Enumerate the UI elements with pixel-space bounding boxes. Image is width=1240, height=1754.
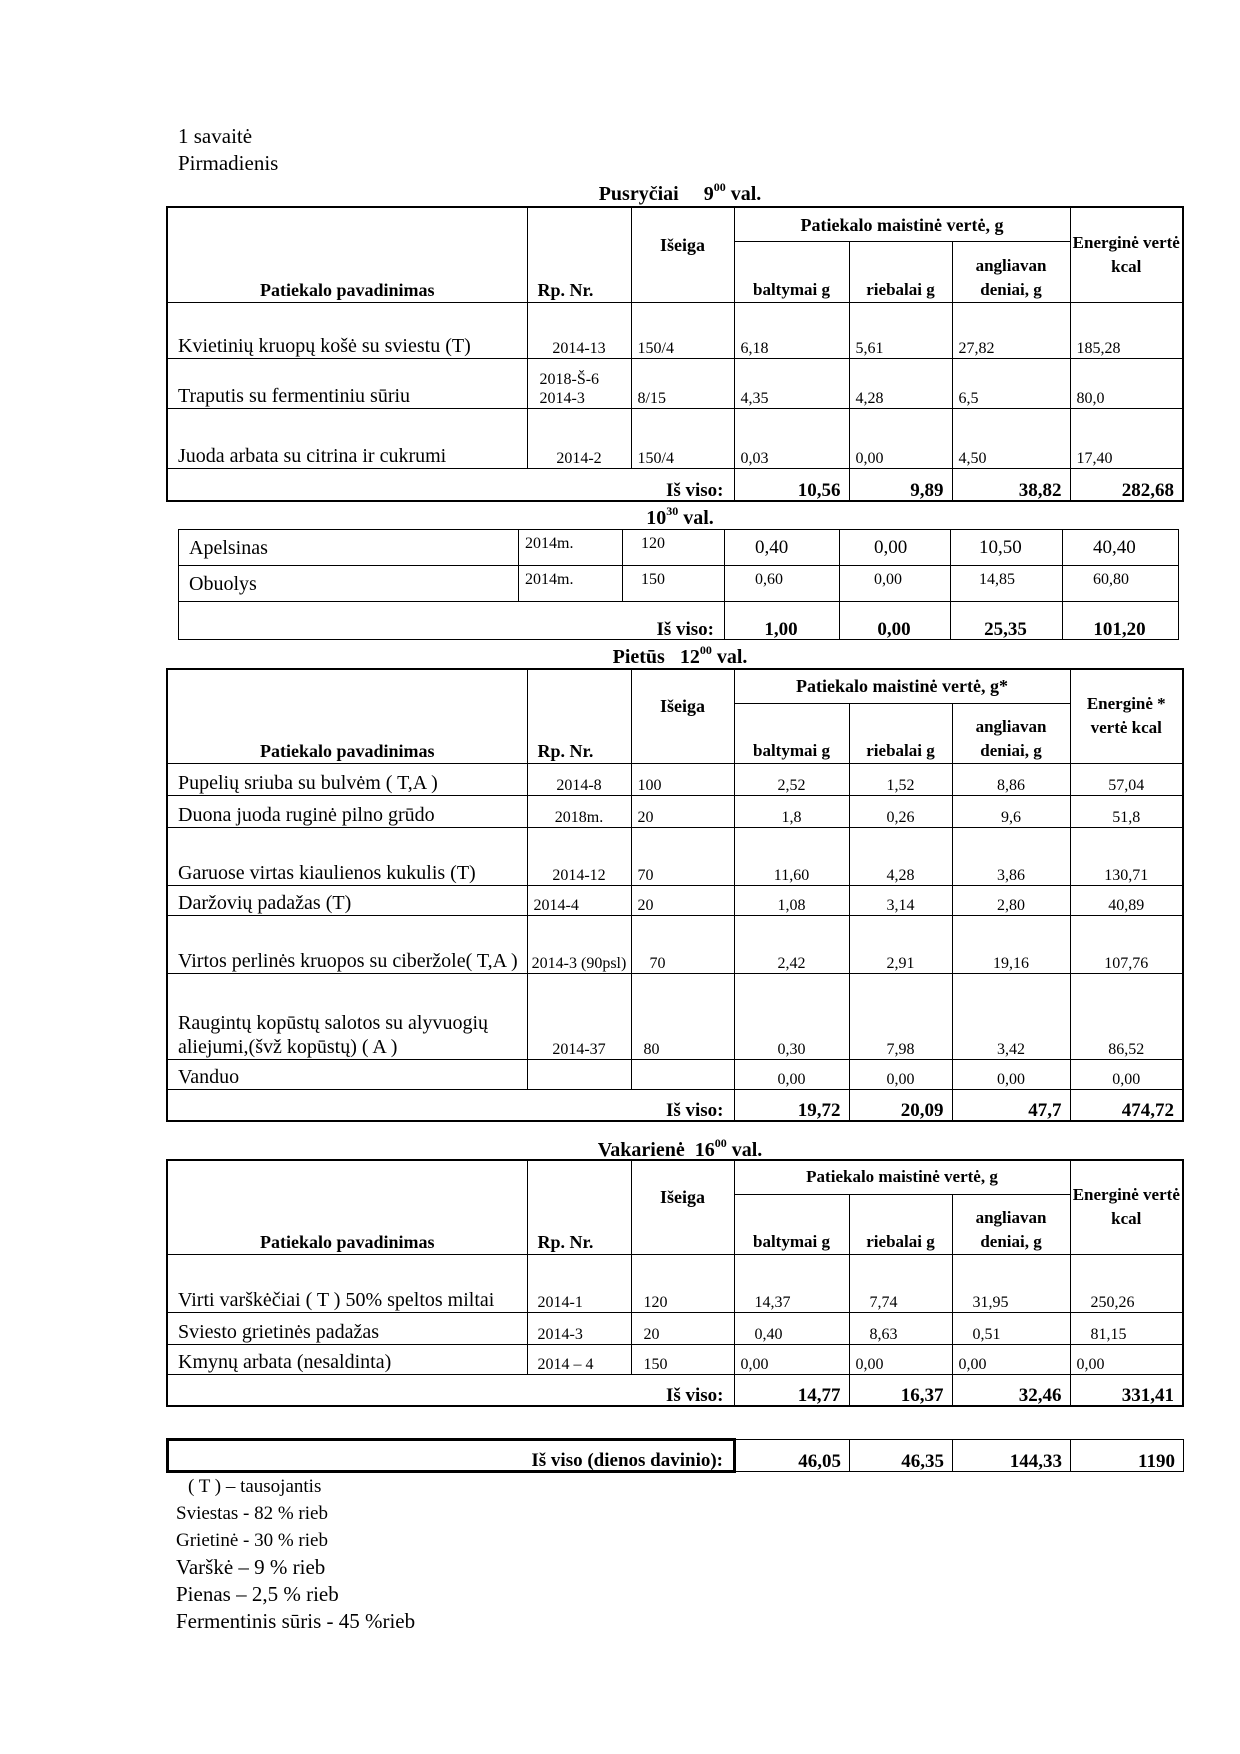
- total-baltymai: 1,00: [725, 602, 840, 640]
- rp-number: 2014-4: [527, 885, 631, 915]
- total-energy: 282,68: [1070, 469, 1183, 501]
- energy-value: 130,71: [1070, 827, 1183, 885]
- table-row: [179, 530, 1179, 566]
- riebalai-value: 8,63: [849, 1312, 952, 1344]
- total-baltymai: 19,72: [734, 1089, 849, 1121]
- header-angliavandeniai: angliavan deniai, g: [952, 703, 1070, 763]
- header-name: Patiekalo pavadinimas: [167, 1160, 527, 1254]
- energy-value: 0,00: [1070, 1344, 1183, 1374]
- header-nutrition: Patiekalo maistinė vertė, g: [734, 207, 1070, 242]
- iseiga-value: 70: [631, 915, 734, 973]
- riebalai-value: 4,28: [849, 359, 952, 409]
- angliavandeniai-value: 0,51: [952, 1312, 1070, 1344]
- energy-value: 250,26: [1070, 1254, 1183, 1312]
- total-label: Iš viso:: [167, 1374, 734, 1406]
- dish-name: Apelsinas: [179, 530, 519, 566]
- day-total-angliavandeniai: 144,33: [953, 1440, 1071, 1472]
- riebalai-value: 5,61: [849, 303, 952, 359]
- dish-name: Garuose virtas kiaulienos kukulis (T): [167, 827, 527, 885]
- total-riebalai: 0,00: [840, 602, 951, 640]
- dinner-heading: Vakarienė $16^{00}$ val.: [597, 1136, 763, 1161]
- dish-name: Obuolys: [179, 566, 519, 602]
- riebalai-value: 4,28: [849, 827, 952, 885]
- header-iseiga: Išeiga: [631, 669, 734, 763]
- note-line: Varškė – 9 % rieb: [176, 1555, 326, 1579]
- header-nutrition: Patiekalo maistinė vertė, g*: [734, 669, 1070, 703]
- rp-number: [527, 1059, 631, 1089]
- energy-value: 86,52: [1070, 973, 1183, 1059]
- dish-name: Kvietinių kruopų košė su sviestu (T): [167, 303, 527, 359]
- angliavandeniai-value: 0,00: [952, 1344, 1070, 1374]
- table-row: [167, 827, 1183, 885]
- header-angliavandeniai: angliavan deniai, g: [952, 242, 1070, 303]
- total-row: [167, 1089, 1183, 1121]
- energy-value: 57,04: [1070, 763, 1183, 795]
- note-line: ( T ) – tausojantis: [188, 1476, 322, 1497]
- total-angliavandeniai: 38,82: [952, 469, 1070, 501]
- header-energy: Energinė vertė kcal: [1070, 1160, 1183, 1254]
- snack-heading: $10^{30}$ val.: [646, 504, 714, 529]
- header-baltymai: baltymai g: [734, 1194, 849, 1254]
- note-line: Pienas – 2,5 % rieb: [176, 1582, 339, 1606]
- total-row: [167, 469, 1183, 501]
- dish-name: Sviesto grietinės padažas: [167, 1312, 527, 1344]
- baltymai-value: 0,00: [734, 1344, 849, 1374]
- baltymai-value: 14,37: [734, 1254, 849, 1312]
- angliavandeniai-value: 27,82: [952, 303, 1070, 359]
- dish-name: Virti varškėčiai ( T ) 50% speltos miltai: [167, 1254, 527, 1312]
- table-row: [167, 303, 1183, 359]
- rp-number: 2014-3 (90psl): [527, 915, 631, 973]
- total-riebalai: 9,89: [849, 469, 952, 501]
- baltymai-value: 0,30: [734, 973, 849, 1059]
- header-angliavandeniai: angliavan deniai, g: [952, 1194, 1070, 1254]
- iseiga-value: 150: [623, 566, 725, 602]
- angliavandeniai-value: 31,95: [952, 1254, 1070, 1312]
- rp-number: 2018m.: [527, 795, 631, 827]
- iseiga-value: 80: [631, 973, 734, 1059]
- energy-value: 17,40: [1070, 409, 1183, 469]
- table-row: [167, 915, 1183, 973]
- baltymai-value: 6,18: [734, 303, 849, 359]
- header-baltymai: baltymai g: [734, 703, 849, 763]
- day-total-baltymai: 46,05: [735, 1440, 850, 1472]
- rp-number: 2014m.: [519, 530, 623, 566]
- lunch-heading: Pietūs $12^{00}$ val.: [612, 643, 748, 668]
- dinner-table: [166, 1159, 1184, 1407]
- baltymai-value: 1,08: [734, 885, 849, 915]
- total-label: Iš viso:: [167, 469, 734, 501]
- dish-name: Pupelių sriuba su bulvėm ( T,A ): [167, 763, 527, 795]
- riebalai-value: 0,00: [849, 409, 952, 469]
- table-row: [167, 885, 1183, 915]
- baltymai-value: 2,52: [734, 763, 849, 795]
- iseiga-value: [631, 1059, 734, 1089]
- note-line: [176, 1446, 415, 1473]
- riebalai-value: 7,74: [849, 1254, 952, 1312]
- angliavandeniai-value: 3,86: [952, 827, 1070, 885]
- energy-value: 185,28: [1070, 303, 1183, 359]
- iseiga-value: 8/15: [631, 359, 734, 409]
- iseiga-value: 120: [623, 530, 725, 566]
- riebalai-value: 0,26: [849, 795, 952, 827]
- riebalai-value: 0,00: [840, 530, 951, 566]
- total-energy: 474,72: [1070, 1089, 1183, 1121]
- angliavandeniai-value: 9,6: [952, 795, 1070, 827]
- iseiga-value: 150/4: [631, 303, 734, 359]
- dish-name: Vanduo: [167, 1059, 527, 1089]
- angliavandeniai-value: 10,50: [951, 530, 1063, 566]
- header-name: Patiekalo pavadinimas: [167, 669, 527, 763]
- total-row: [179, 602, 1179, 640]
- total-angliavandeniai: 47,7: [952, 1089, 1070, 1121]
- angliavandeniai-value: 3,42: [952, 973, 1070, 1059]
- riebalai-value: 3,14: [849, 885, 952, 915]
- baltymai-value: 4,35: [734, 359, 849, 409]
- angliavandeniai-value: 0,00: [952, 1059, 1070, 1089]
- lunch-table: [166, 668, 1184, 1122]
- dish-name: Raugintų kopūstų salotos su alyvuogių aliejumi,(švž kopūstų) ( A ): [167, 973, 527, 1059]
- note-line: Grietinė - 30 % rieb: [176, 1530, 328, 1551]
- rp-number: 2014-2: [527, 409, 631, 469]
- header-iseiga: Išeiga: [631, 207, 734, 303]
- rp-number: 2014-13: [527, 303, 631, 359]
- note-line: Sviestas - 82 % rieb: [176, 1503, 328, 1524]
- header-name: Patiekalo pavadinimas: [167, 207, 527, 303]
- energy-value: 40,89: [1070, 885, 1183, 915]
- iseiga-value: 20: [631, 1312, 734, 1344]
- rp-number: 2014m.: [519, 566, 623, 602]
- day-total-energy: 1190: [1071, 1440, 1184, 1472]
- dish-name: Traputis su fermentiniu sūriu: [167, 359, 527, 409]
- snack-table: [178, 529, 1179, 640]
- angliavandeniai-value: 6,5: [952, 359, 1070, 409]
- total-baltymai: 14,77: [734, 1374, 849, 1406]
- table-row: [167, 973, 1183, 1059]
- header-rp: Rp. Nr.: [527, 1160, 631, 1254]
- baltymai-value: 0,40: [725, 530, 840, 566]
- energy-value: 81,15: [1070, 1312, 1183, 1344]
- day-label: Pirmadienis: [178, 151, 279, 175]
- rp-number: 2018-Š-6 2014-3: [527, 359, 631, 409]
- week-label: 1 savaitė: [178, 124, 253, 148]
- table-row: [167, 763, 1183, 795]
- rp-number: 2014-1: [527, 1254, 631, 1312]
- riebalai-value: 0,00: [849, 1344, 952, 1374]
- rp-number: 2014-12: [527, 827, 631, 885]
- note-line: Fermentinis sūris - 45 %rieb: [176, 1609, 416, 1633]
- breakfast-heading: Pusryčiai $9^{00}$ val.: [598, 180, 762, 205]
- header-energy: Energinė vertė kcal: [1070, 207, 1183, 303]
- baltymai-value: 0,00: [734, 1059, 849, 1089]
- energy-value: 0,00: [1070, 1059, 1183, 1089]
- dish-name: Kmynų arbata (nesaldinta): [167, 1344, 527, 1374]
- total-riebalai: 16,37: [849, 1374, 952, 1406]
- iseiga-value: 100: [631, 763, 734, 795]
- table-row: [179, 566, 1179, 602]
- total-row: [167, 1374, 1183, 1406]
- dish-name: Duona juoda ruginė pilno grūdo: [167, 795, 527, 827]
- energy-value: 107,76: [1070, 915, 1183, 973]
- day-total-label: Iš viso (dienos davinio):: [168, 1440, 735, 1472]
- header-baltymai: baltymai g: [734, 242, 849, 303]
- dish-name: Daržovių padažas (T): [167, 885, 527, 915]
- header-riebalai: riebalai g: [849, 703, 952, 763]
- rp-number: 2014 – 4: [527, 1344, 631, 1374]
- baltymai-value: 0,40: [734, 1312, 849, 1344]
- table-row: [167, 1059, 1183, 1089]
- header-riebalai: riebalai g: [849, 242, 952, 303]
- iseiga-value: 20: [631, 885, 734, 915]
- iseiga-value: 150: [631, 1344, 734, 1374]
- riebalai-value: 1,52: [849, 763, 952, 795]
- total-angliavandeniai: 32,46: [952, 1374, 1070, 1406]
- total-angliavandeniai: 25,35: [951, 602, 1063, 640]
- table-row: [167, 409, 1183, 469]
- baltymai-value: 2,42: [734, 915, 849, 973]
- energy-value: 60,80: [1063, 566, 1179, 602]
- baltymai-value: 0,60: [725, 566, 840, 602]
- day-total-riebalai: 46,35: [850, 1440, 953, 1472]
- total-label: Iš viso:: [179, 602, 725, 640]
- breakfast-table: [166, 206, 1184, 502]
- header-riebalai: riebalai g: [849, 1194, 952, 1254]
- total-energy: 331,41: [1070, 1374, 1183, 1406]
- angliavandeniai-value: 4,50: [952, 409, 1070, 469]
- header-nutrition: Patiekalo maistinė vertė, g: [734, 1160, 1070, 1194]
- rp-number: 2014-8: [527, 763, 631, 795]
- energy-value: 51,8: [1070, 795, 1183, 827]
- total-baltymai: 10,56: [734, 469, 849, 501]
- table-row: [167, 795, 1183, 827]
- header-iseiga: Išeiga: [631, 1160, 734, 1254]
- header-energy: Energinė * vertė kcal: [1070, 669, 1183, 763]
- iseiga-value: 70: [631, 827, 734, 885]
- dish-name: Juoda arbata su citrina ir cukrumi: [167, 409, 527, 469]
- baltymai-value: 1,8: [734, 795, 849, 827]
- total-energy: 101,20: [1063, 602, 1179, 640]
- notes: [176, 1446, 415, 1635]
- riebalai-value: 2,91: [849, 915, 952, 973]
- baltymai-value: 0,03: [734, 409, 849, 469]
- energy-value: 40,40: [1063, 530, 1179, 566]
- angliavandeniai-value: 8,86: [952, 763, 1070, 795]
- table-row: [167, 1344, 1183, 1374]
- angliavandeniai-value: 19,16: [952, 915, 1070, 973]
- angliavandeniai-value: 2,80: [952, 885, 1070, 915]
- iseiga-value: 120: [631, 1254, 734, 1312]
- table-row: [167, 1254, 1183, 1312]
- table-row: [167, 1312, 1183, 1344]
- total-label: Iš viso:: [167, 1089, 734, 1121]
- dish-name: Virtos perlinės kruopos su ciberžole( T,A ): [167, 915, 527, 973]
- riebalai-value: 0,00: [849, 1059, 952, 1089]
- header-rp: Rp. Nr.: [527, 669, 631, 763]
- riebalai-value: 7,98: [849, 973, 952, 1059]
- riebalai-value: 0,00: [840, 566, 951, 602]
- rp-number: 2014-3: [527, 1312, 631, 1344]
- baltymai-value: 11,60: [734, 827, 849, 885]
- iseiga-value: 20: [631, 795, 734, 827]
- iseiga-value: 150/4: [631, 409, 734, 469]
- energy-value: 80,0: [1070, 359, 1183, 409]
- angliavandeniai-value: 14,85: [951, 566, 1063, 602]
- table-row: [167, 359, 1183, 409]
- rp-number: 2014-37: [527, 973, 631, 1059]
- header-rp: Rp. Nr.: [527, 207, 631, 303]
- total-riebalai: 20,09: [849, 1089, 952, 1121]
